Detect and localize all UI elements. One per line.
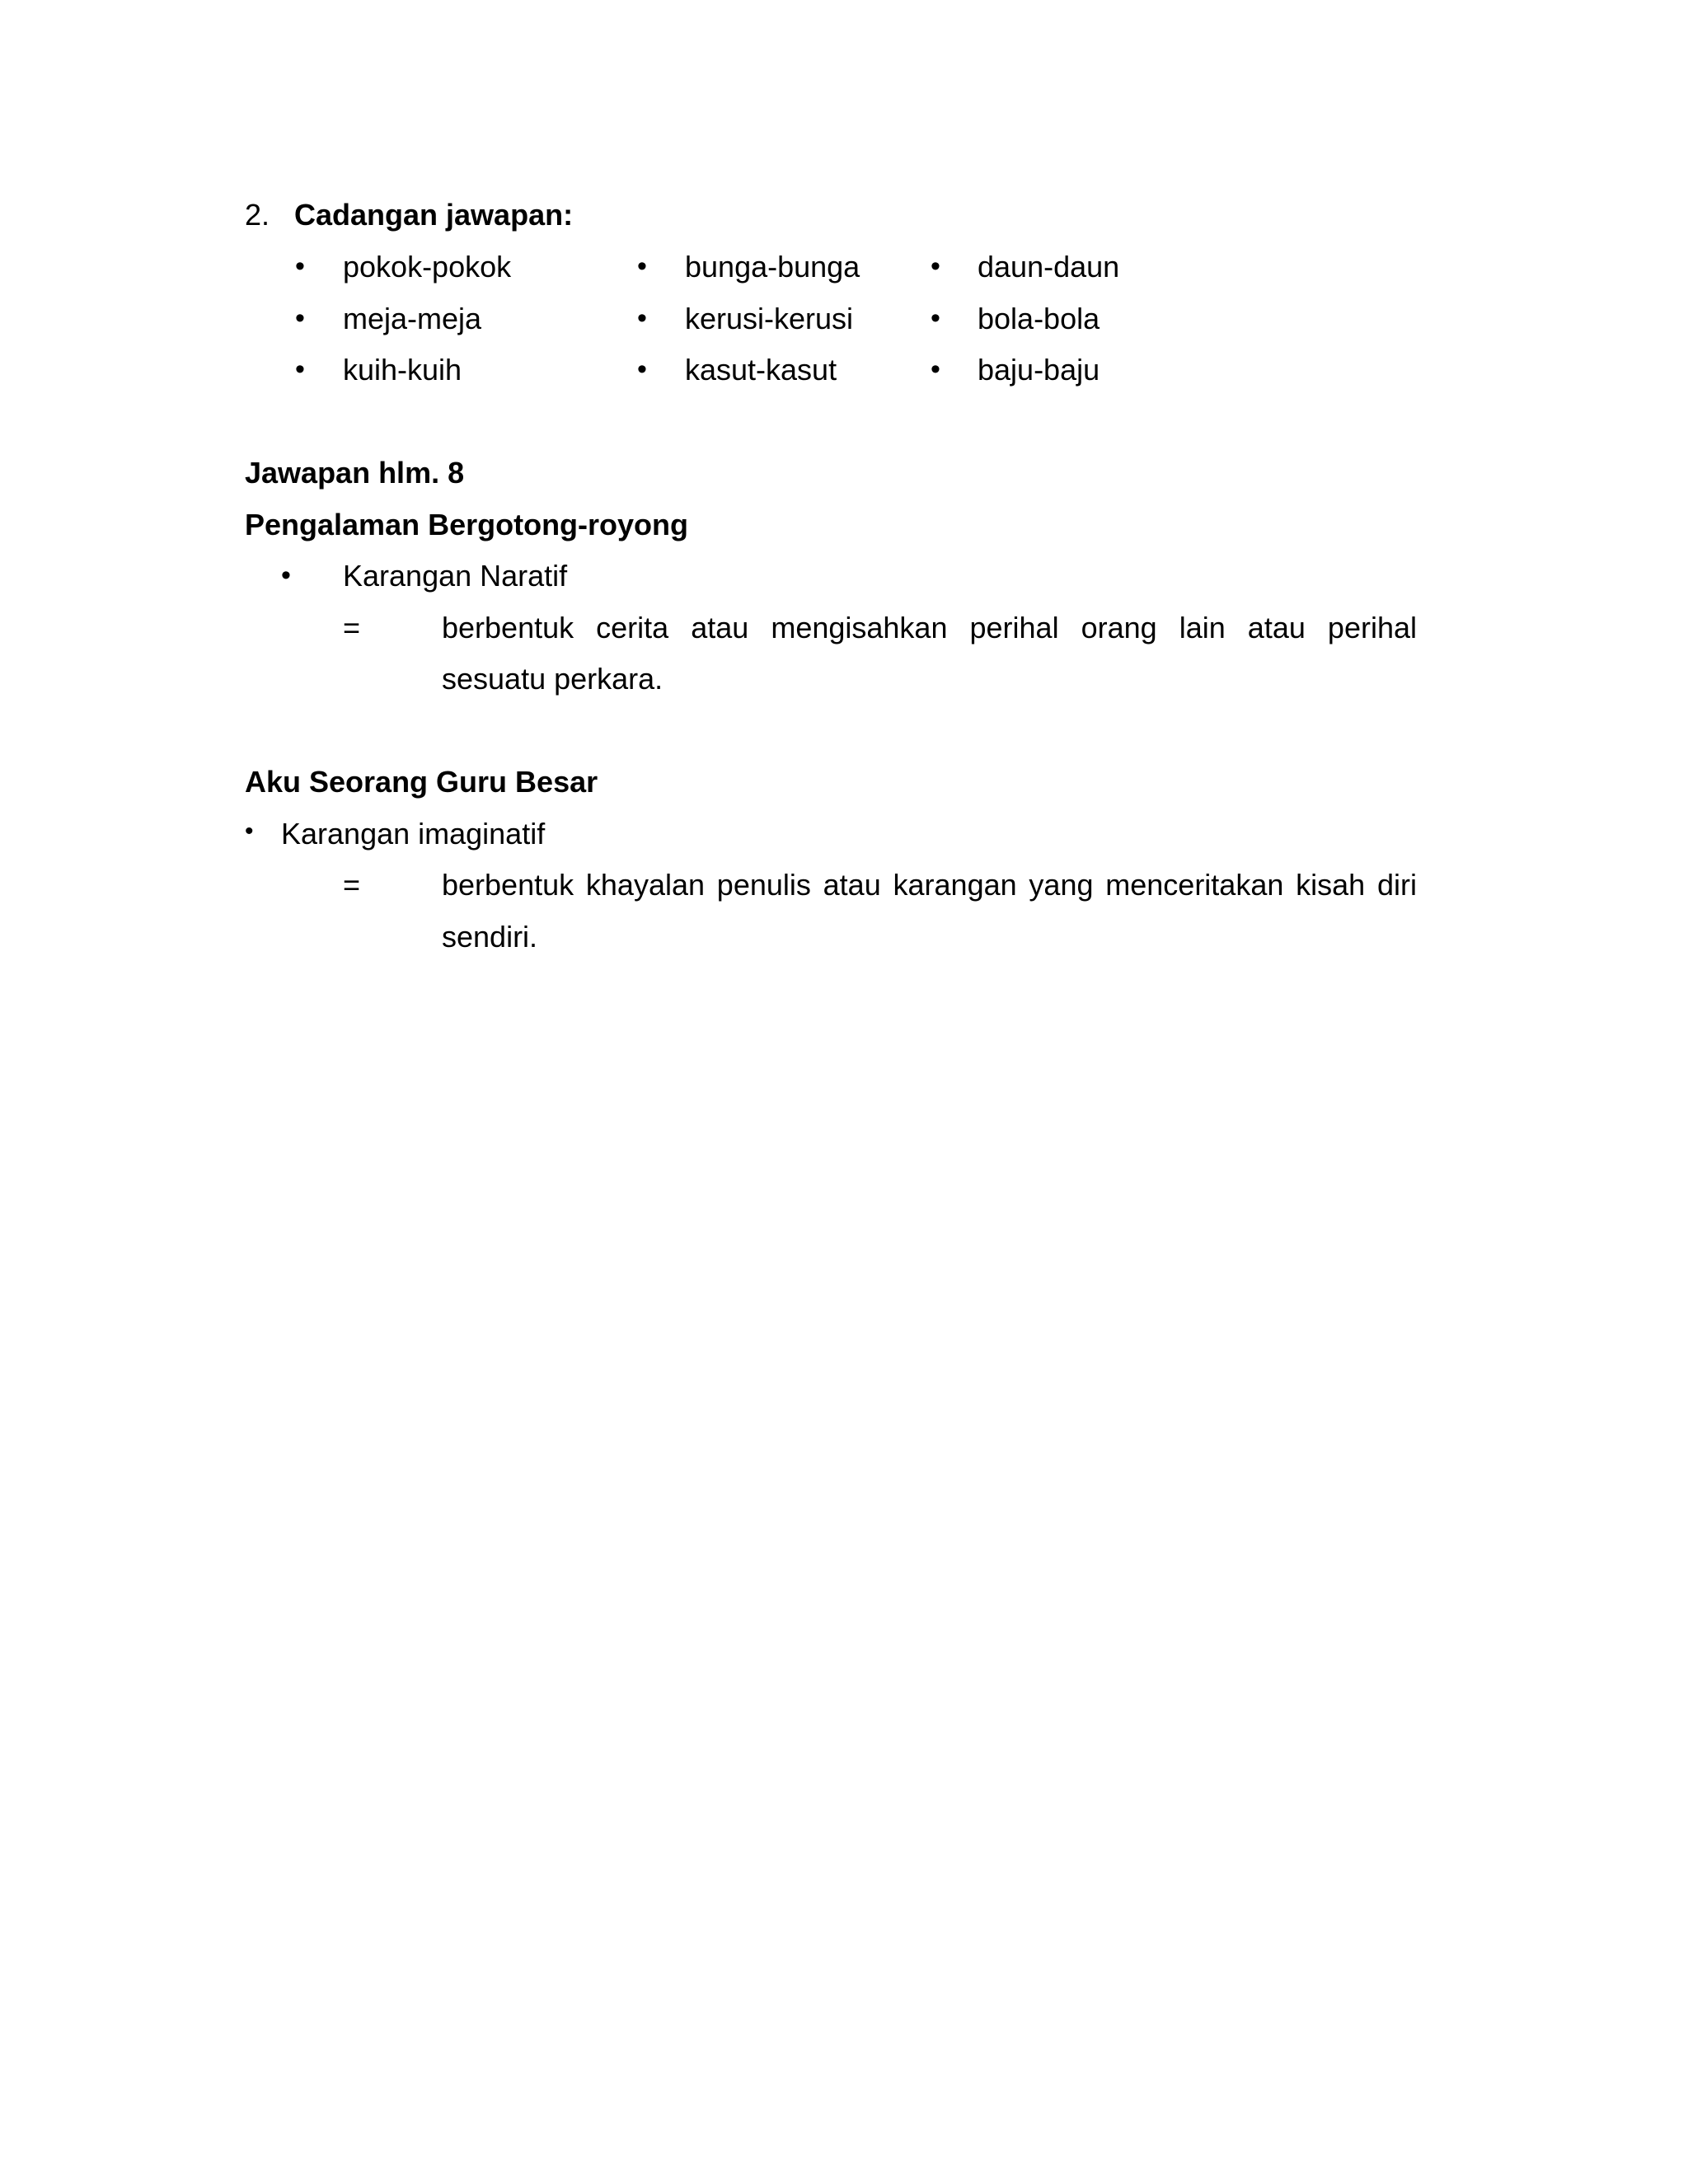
list-item: kuih-kuih — [343, 353, 462, 387]
list-item: kasut-kasut — [685, 353, 837, 387]
section-title: Jawapan hlm. 8 — [245, 456, 465, 490]
list-item: baju-baju — [978, 353, 1100, 387]
list-item: bola-bola — [978, 302, 1100, 335]
definition-line: berbentuk khayalan penulis atau karangan yang menceritakan kisah diri — [442, 868, 1417, 902]
bullet-icon: • — [637, 251, 647, 282]
equals-sign: = — [343, 611, 361, 644]
bullet-icon: • — [931, 251, 940, 282]
list-item: kerusi-kerusi — [685, 302, 854, 335]
definition-line: sesuatu perkara. — [442, 662, 663, 696]
definition-line: sendiri. — [442, 920, 538, 954]
bullet-icon: • — [931, 302, 940, 334]
list-item: meja-meja — [343, 302, 482, 335]
essay-type: Karangan Naratif — [343, 559, 568, 593]
section-title: Aku Seorang Guru Besar — [245, 765, 598, 799]
item-heading: Cadangan jawapan: — [294, 198, 574, 232]
bullet-icon: • — [281, 560, 291, 591]
bullet-icon: • — [295, 354, 305, 385]
list-item: daun-daun — [978, 250, 1120, 284]
section-subtitle: Pengalaman Bergotong-royong — [245, 508, 689, 541]
definition-line: berbentuk cerita atau mengisahkan perihal orang lain atau perihal — [442, 611, 1417, 644]
list-item: pokok-pokok — [343, 250, 512, 284]
bullet-icon: • — [637, 302, 647, 334]
list-item: bunga-bunga — [685, 250, 860, 284]
essay-type: Karangan imaginatif — [281, 817, 546, 851]
bullet-icon: • — [637, 354, 647, 385]
bullet-icon: • — [295, 251, 305, 282]
bullet-icon: • — [931, 354, 940, 385]
equals-sign: = — [343, 868, 361, 902]
bullet-icon: • — [295, 302, 305, 334]
item-number: 2. — [245, 198, 270, 232]
bullet-icon: • — [245, 818, 254, 845]
